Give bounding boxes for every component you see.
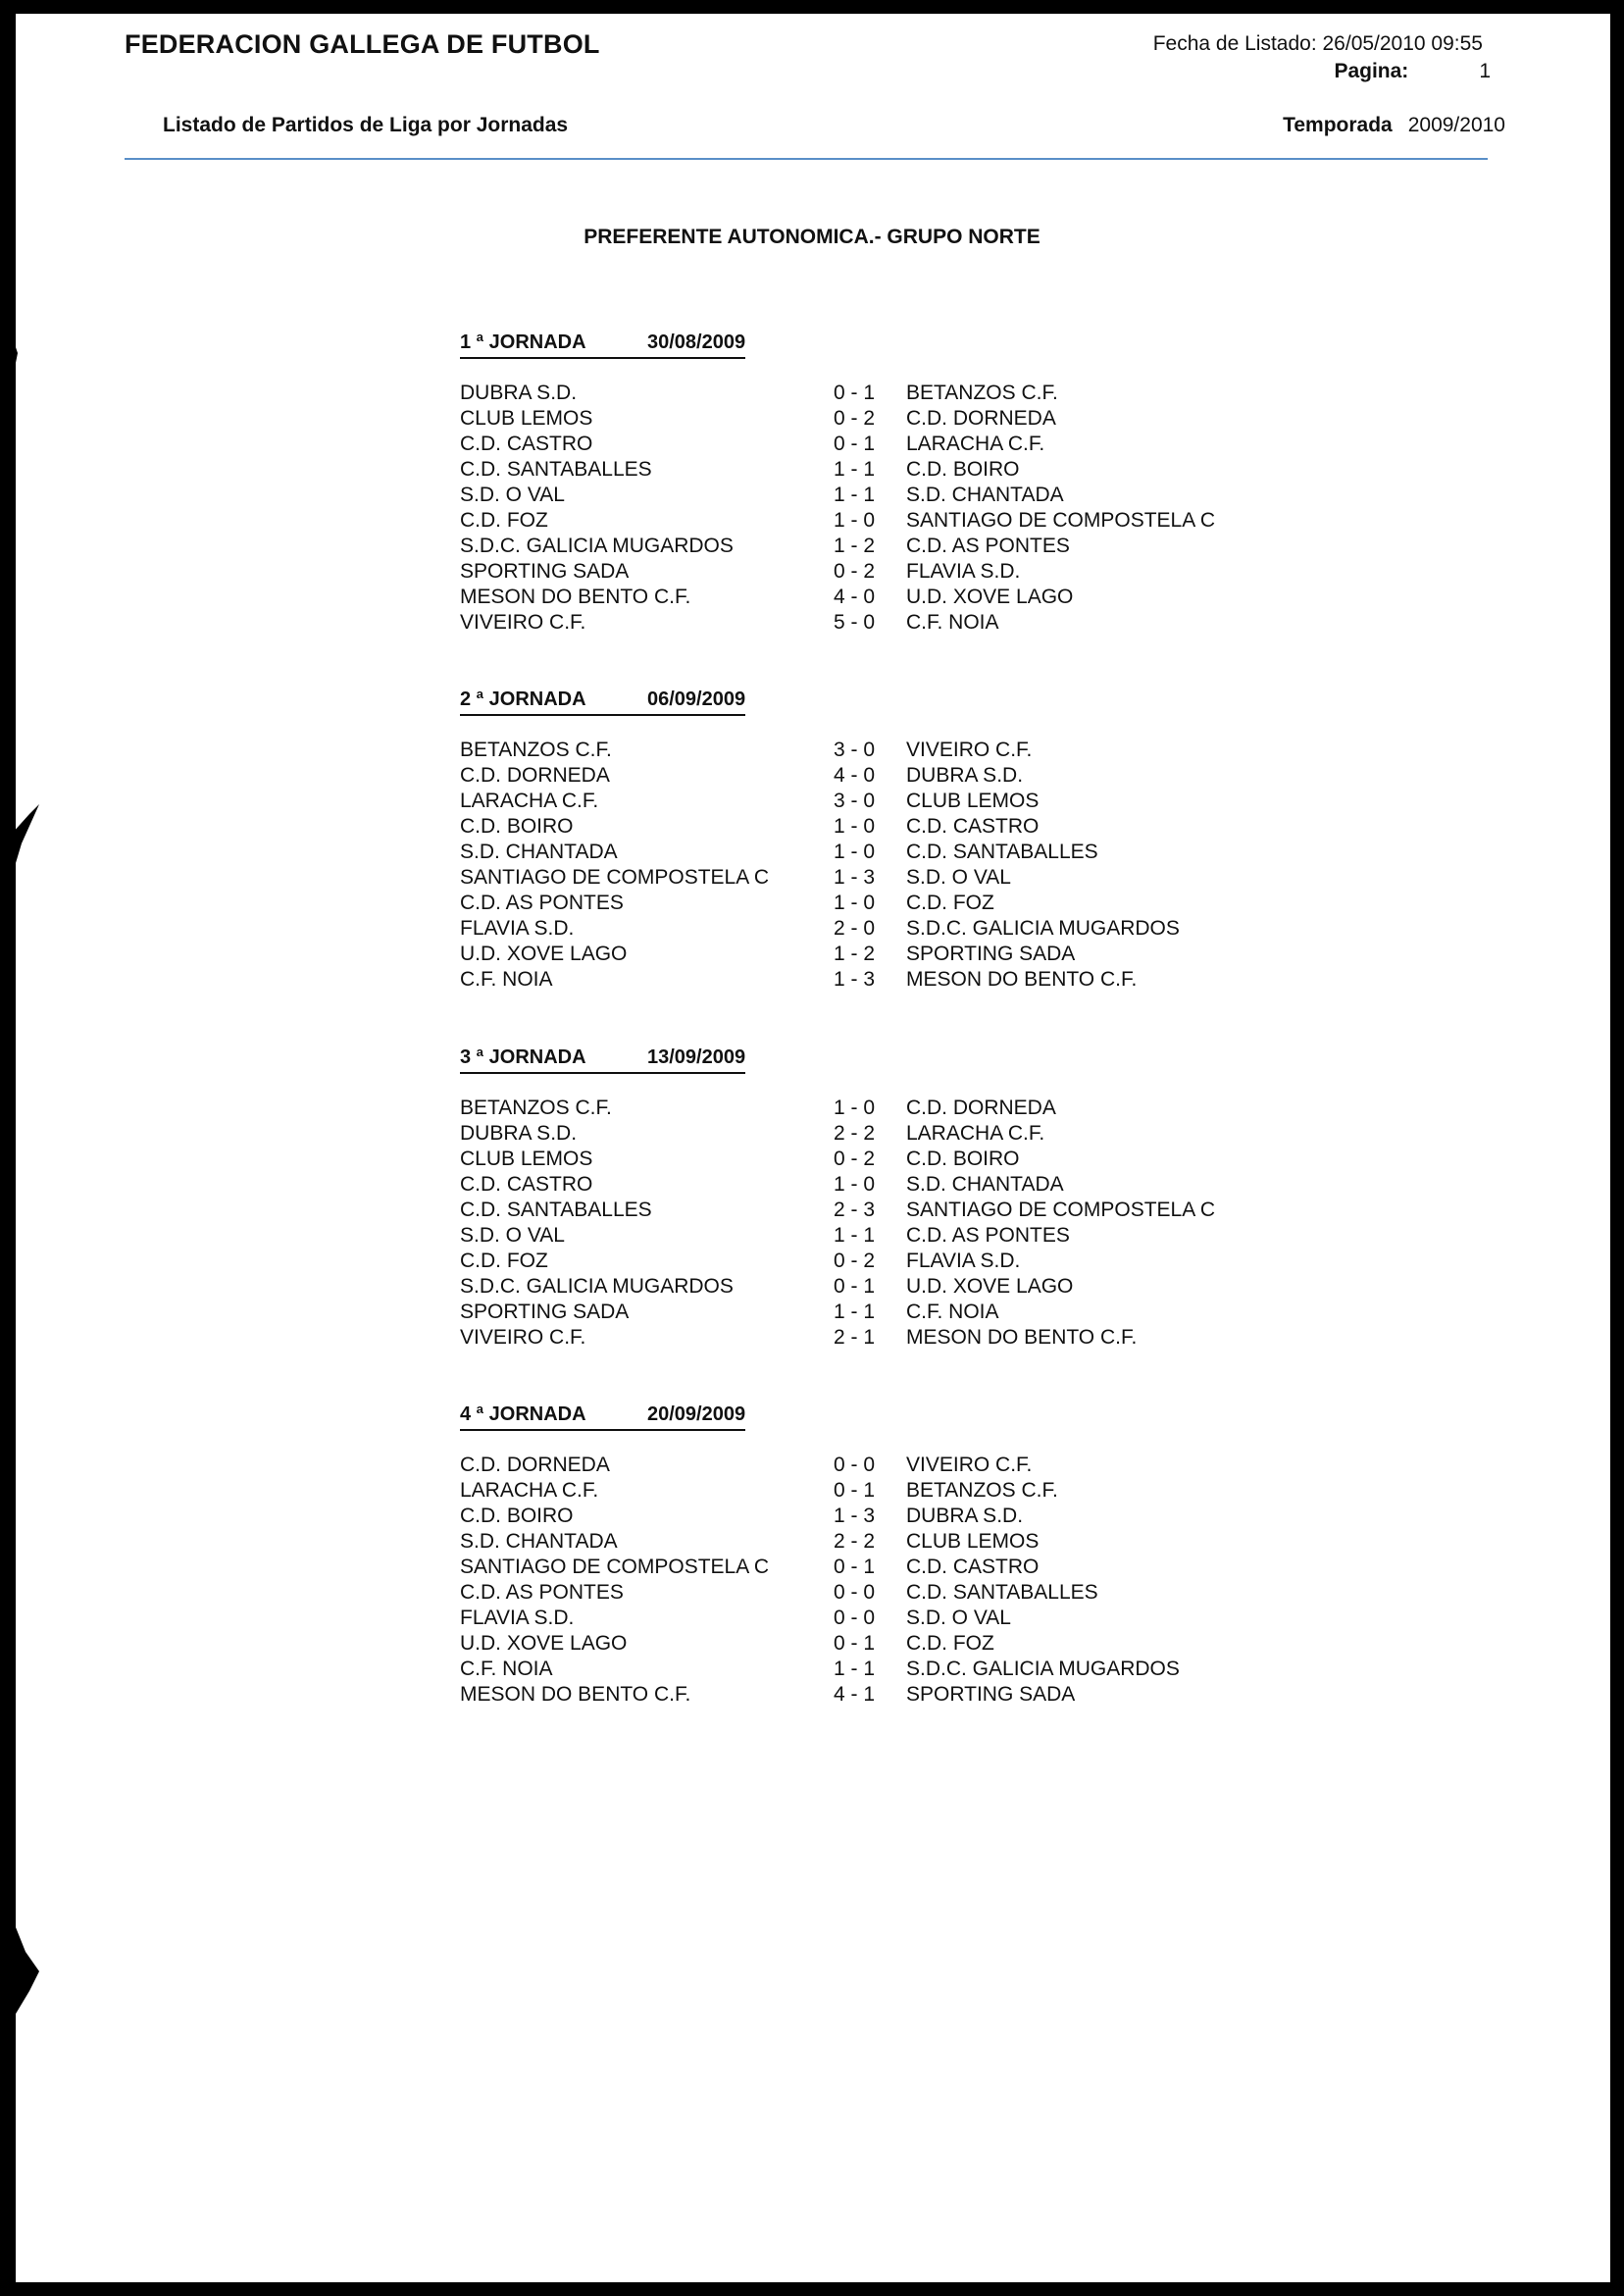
match-row	[460, 432, 1244, 457]
match-score: 4 - 1	[834, 1683, 876, 1706]
home-team: S.D. O VAL	[460, 484, 565, 506]
round-heading	[460, 330, 745, 359]
home-team: U.D. XOVE LAGO	[460, 1632, 628, 1655]
match-row	[460, 457, 1244, 483]
match-row	[460, 1198, 1244, 1223]
match-list	[460, 1453, 1244, 1708]
away-team: C.F. NOIA	[906, 611, 999, 634]
home-team: FLAVIA S.D.	[460, 917, 575, 940]
home-team: C.D. BOIRO	[460, 815, 574, 838]
match-row	[460, 534, 1244, 559]
match-score: 1 - 1	[834, 1658, 876, 1680]
home-team: BETANZOS C.F.	[460, 739, 612, 761]
match-row	[460, 916, 1244, 942]
match-row	[460, 381, 1244, 406]
home-team: U.D. XOVE LAGO	[460, 943, 628, 965]
away-team: S.D. CHANTADA	[906, 1173, 1064, 1196]
home-team: C.D. AS PONTES	[460, 892, 624, 914]
home-team: S.D. CHANTADA	[460, 1530, 618, 1553]
round-section	[460, 1045, 1244, 1351]
home-team: DUBRA S.D.	[460, 1122, 578, 1145]
match-row	[460, 814, 1244, 840]
page-indicator	[1334, 60, 1491, 83]
match-row	[460, 1606, 1244, 1631]
match-row	[460, 1223, 1244, 1249]
home-team: C.D. CASTRO	[460, 1173, 593, 1196]
match-score: 0 - 2	[834, 560, 876, 583]
away-team: C.F. NOIA	[906, 1301, 999, 1323]
match-list	[460, 1096, 1244, 1351]
away-team: C.D. FOZ	[906, 892, 994, 914]
away-team: S.D. O VAL	[906, 866, 1011, 889]
round-date: 30/08/2009	[647, 332, 746, 353]
match-score: 3 - 0	[834, 790, 876, 812]
match-score: 0 - 1	[834, 1632, 876, 1655]
away-team: CLUB LEMOS	[906, 1530, 1040, 1553]
home-team: C.D. AS PONTES	[460, 1581, 624, 1604]
away-team: C.D. BOIRO	[906, 458, 1020, 481]
match-row	[460, 1096, 1244, 1121]
home-team: SPORTING SADA	[460, 560, 630, 583]
match-row	[460, 1555, 1244, 1580]
season-indicator	[1283, 114, 1505, 137]
match-row	[460, 1147, 1244, 1172]
match-score: 2 - 0	[834, 917, 876, 940]
away-team: FLAVIA S.D.	[906, 560, 1021, 583]
match-row	[460, 1249, 1244, 1274]
home-team: C.F. NOIA	[460, 968, 553, 991]
away-team: C.D. FOZ	[906, 1632, 994, 1655]
away-team: LARACHA C.F.	[906, 433, 1045, 455]
match-row	[460, 1172, 1244, 1198]
home-team: MESON DO BENTO C.F.	[460, 1683, 691, 1706]
match-row	[460, 1453, 1244, 1478]
home-team: S.D. CHANTADA	[460, 841, 618, 863]
away-team: DUBRA S.D.	[906, 764, 1024, 787]
match-row	[460, 1504, 1244, 1529]
match-row	[460, 508, 1244, 534]
home-team: FLAVIA S.D.	[460, 1607, 575, 1629]
match-row	[460, 483, 1244, 508]
away-team: MESON DO BENTO C.F.	[906, 968, 1138, 991]
away-team: SANTIAGO DE COMPOSTELA C	[906, 509, 1216, 532]
away-team: VIVEIRO C.F.	[906, 1454, 1033, 1476]
match-score: 1 - 0	[834, 892, 876, 914]
home-team: BETANZOS C.F.	[460, 1097, 612, 1119]
match-row	[460, 1121, 1244, 1147]
away-team: LARACHA C.F.	[906, 1122, 1045, 1145]
away-team: BETANZOS C.F.	[906, 1479, 1058, 1502]
match-score: 1 - 3	[834, 1505, 876, 1527]
match-row	[460, 891, 1244, 916]
match-score: 0 - 1	[834, 1556, 876, 1578]
match-row	[460, 559, 1244, 585]
match-score: 1 - 1	[834, 484, 876, 506]
round-label: 4 ª JORNADA	[460, 1403, 586, 1425]
away-team: S.D.C. GALICIA MUGARDOS	[906, 1658, 1180, 1680]
home-team: MESON DO BENTO C.F.	[460, 586, 691, 608]
away-team: U.D. XOVE LAGO	[906, 1275, 1074, 1298]
match-row	[460, 1682, 1244, 1708]
away-team: SPORTING SADA	[906, 943, 1076, 965]
competition-title: PREFERENTE AUTONOMICA.- GRUPO NORTE	[584, 226, 1040, 248]
match-row	[460, 763, 1244, 789]
header-divider	[125, 158, 1488, 160]
away-team: C.D. AS PONTES	[906, 535, 1070, 557]
match-row	[460, 1529, 1244, 1555]
match-list	[460, 738, 1244, 993]
home-team: C.D. FOZ	[460, 1250, 548, 1272]
report-subtitle: Listado de Partidos de Liga por Jornadas	[163, 114, 569, 136]
home-team: SANTIAGO DE COMPOSTELA C	[460, 866, 770, 889]
home-team: C.D. SANTABALLES	[460, 458, 652, 481]
away-team: SPORTING SADA	[906, 1683, 1076, 1706]
round-heading	[460, 1402, 745, 1431]
round-date: 13/09/2009	[647, 1046, 746, 1068]
match-score: 1 - 0	[834, 1097, 876, 1119]
home-team: S.D.C. GALICIA MUGARDOS	[460, 1275, 734, 1298]
away-team: SANTIAGO DE COMPOSTELA C	[906, 1199, 1216, 1221]
list-date: Fecha de Listado: 26/05/2010 09:55	[1152, 32, 1483, 55]
match-row	[460, 1274, 1244, 1300]
home-team: C.D. BOIRO	[460, 1505, 574, 1527]
match-row	[460, 1325, 1244, 1351]
away-team: S.D. CHANTADA	[906, 484, 1064, 506]
match-score: 0 - 0	[834, 1454, 876, 1476]
home-team: S.D.C. GALICIA MUGARDOS	[460, 535, 734, 557]
match-row	[460, 967, 1244, 993]
torn-edge-decoration	[0, 0, 59, 2296]
page-number: 1	[1479, 60, 1491, 82]
match-score: 0 - 0	[834, 1581, 876, 1604]
match-score: 1 - 2	[834, 535, 876, 557]
match-score: 1 - 3	[834, 866, 876, 889]
match-score: 2 - 3	[834, 1199, 876, 1221]
match-score: 0 - 0	[834, 1607, 876, 1629]
match-row	[460, 789, 1244, 814]
match-score: 1 - 2	[834, 943, 876, 965]
match-score: 1 - 1	[834, 1224, 876, 1247]
match-row	[460, 865, 1244, 891]
home-team: VIVEIRO C.F.	[460, 1326, 586, 1349]
round-section	[460, 687, 1244, 993]
away-team: CLUB LEMOS	[906, 790, 1040, 812]
round-heading	[460, 1045, 745, 1074]
round-heading	[460, 687, 745, 716]
away-team: VIVEIRO C.F.	[906, 739, 1033, 761]
round-label: 2 ª JORNADA	[460, 689, 586, 710]
away-team: S.D. O VAL	[906, 1607, 1011, 1629]
match-score: 1 - 0	[834, 509, 876, 532]
away-team: C.D. CASTRO	[906, 815, 1040, 838]
match-score: 1 - 3	[834, 968, 876, 991]
round-section	[460, 330, 1244, 636]
home-team: C.D. FOZ	[460, 509, 548, 532]
away-team: MESON DO BENTO C.F.	[906, 1326, 1138, 1349]
page-label: Pagina:	[1334, 60, 1409, 82]
match-score: 0 - 2	[834, 407, 876, 430]
match-list	[460, 381, 1244, 636]
home-team: LARACHA C.F.	[460, 790, 599, 812]
match-row	[460, 585, 1244, 610]
away-team: DUBRA S.D.	[906, 1505, 1024, 1527]
match-score: 1 - 1	[834, 458, 876, 481]
away-team: C.D. CASTRO	[906, 1556, 1040, 1578]
home-team: SPORTING SADA	[460, 1301, 630, 1323]
match-score: 0 - 2	[834, 1148, 876, 1170]
away-team: C.D. SANTABALLES	[906, 1581, 1098, 1604]
match-score: 1 - 0	[834, 1173, 876, 1196]
match-score: 0 - 1	[834, 382, 876, 404]
match-score: 5 - 0	[834, 611, 876, 634]
away-team: FLAVIA S.D.	[906, 1250, 1021, 1272]
match-score: 0 - 2	[834, 1250, 876, 1272]
match-score: 0 - 1	[834, 1479, 876, 1502]
home-team: C.D. SANTABALLES	[460, 1199, 652, 1221]
match-row	[460, 1580, 1244, 1606]
away-team: C.D. SANTABALLES	[906, 841, 1098, 863]
home-team: SANTIAGO DE COMPOSTELA C	[460, 1556, 770, 1578]
match-row	[460, 738, 1244, 763]
home-team: C.F. NOIA	[460, 1658, 553, 1680]
federation-title: FEDERACION GALLEGA DE FUTBOL	[125, 29, 600, 59]
season-value: 2009/2010	[1407, 114, 1505, 136]
match-score: 2 - 2	[834, 1530, 876, 1553]
match-score: 1 - 0	[834, 815, 876, 838]
home-team: CLUB LEMOS	[460, 1148, 593, 1170]
home-team: DUBRA S.D.	[460, 382, 578, 404]
match-row	[460, 1478, 1244, 1504]
match-score: 4 - 0	[834, 586, 876, 608]
round-date: 20/09/2009	[647, 1403, 746, 1425]
away-team: C.D. BOIRO	[906, 1148, 1020, 1170]
away-team: U.D. XOVE LAGO	[906, 586, 1074, 608]
away-team: C.D. AS PONTES	[906, 1224, 1070, 1247]
home-team: C.D. DORNEDA	[460, 1454, 610, 1476]
match-score: 0 - 1	[834, 1275, 876, 1298]
home-team: VIVEIRO C.F.	[460, 611, 586, 634]
match-score: 1 - 0	[834, 841, 876, 863]
match-score: 2 - 2	[834, 1122, 876, 1145]
match-row	[460, 610, 1244, 636]
match-row	[460, 942, 1244, 967]
round-date: 06/09/2009	[647, 689, 746, 710]
away-team: C.D. DORNEDA	[906, 1097, 1056, 1119]
match-row	[460, 840, 1244, 865]
away-team: S.D.C. GALICIA MUGARDOS	[906, 917, 1180, 940]
match-row	[460, 1657, 1244, 1682]
round-label: 1 ª JORNADA	[460, 332, 586, 353]
home-team: LARACHA C.F.	[460, 1479, 599, 1502]
match-score: 4 - 0	[834, 764, 876, 787]
away-team: BETANZOS C.F.	[906, 382, 1058, 404]
match-row	[460, 1631, 1244, 1657]
round-label: 3 ª JORNADA	[460, 1046, 586, 1068]
home-team: C.D. CASTRO	[460, 433, 593, 455]
home-team: CLUB LEMOS	[460, 407, 593, 430]
home-team: S.D. O VAL	[460, 1224, 565, 1247]
home-team: C.D. DORNEDA	[460, 764, 610, 787]
match-row	[460, 1300, 1244, 1325]
season-label: Temporada	[1283, 114, 1393, 136]
away-team: C.D. DORNEDA	[906, 407, 1056, 430]
match-score: 3 - 0	[834, 739, 876, 761]
match-row	[460, 406, 1244, 432]
round-section	[460, 1402, 1244, 1708]
match-score: 0 - 1	[834, 433, 876, 455]
match-score: 2 - 1	[834, 1326, 876, 1349]
match-score: 1 - 1	[834, 1301, 876, 1323]
